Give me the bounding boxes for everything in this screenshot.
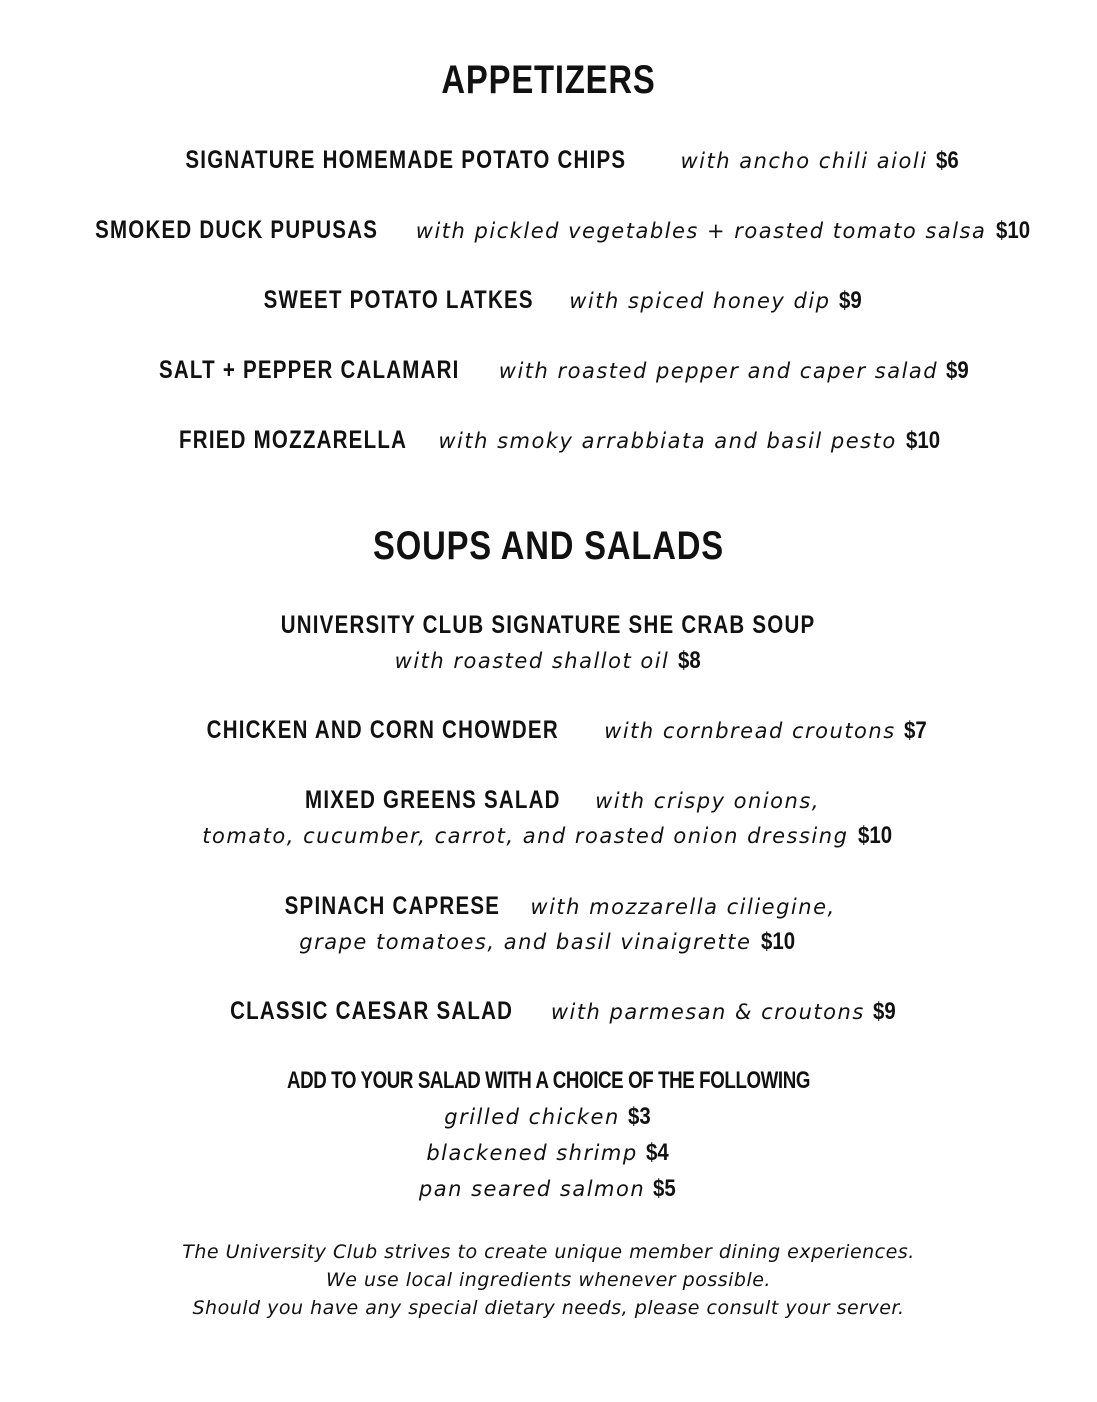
menu-item-desc-line	[0, 925, 1097, 959]
menu-item	[0, 143, 1097, 178]
item-description: with roasted shallot oil	[394, 649, 670, 673]
footer-line-3: Should you have any special dietary needs, please consult your server.	[192, 1297, 905, 1319]
menu-item-desc-line	[0, 819, 1097, 853]
item-price: $10	[995, 217, 1030, 244]
addon-name: grilled chicken	[444, 1105, 620, 1129]
addon-item	[0, 1172, 1097, 1206]
item-description: grape tomatoes, and basil vinaigrette	[299, 930, 752, 954]
menu-item	[0, 213, 1097, 248]
item-description: with spiced honey dip	[569, 289, 831, 313]
item-price: $10	[857, 822, 892, 849]
menu-item-desc-line	[0, 644, 1097, 678]
addons-heading: ADD TO YOUR SALAD WITH A CHOICE OF THE FOLLOWING	[286, 1067, 811, 1094]
item-name: FRIED MOZZARELLA	[179, 426, 408, 454]
item-description: with smoky arrabbiata and basil pesto	[438, 429, 897, 453]
item-name: CLASSIC CAESAR SALAD	[230, 997, 514, 1025]
menu-item	[0, 994, 1097, 1029]
addon-name: pan seared salmon	[418, 1177, 646, 1201]
footer-line-2: We use local ingredients whenever possible.	[326, 1269, 771, 1291]
item-name: CHICKEN AND CORN CHOWDER	[207, 716, 560, 744]
item-name: SPINACH CAPRESE	[284, 892, 501, 920]
item-price: $9	[946, 357, 970, 384]
item-price: $6	[935, 147, 959, 174]
addon-item	[0, 1100, 1097, 1134]
item-description: tomato, cucumber, carrot, and roasted onion dressing	[202, 824, 849, 848]
menu-item	[0, 283, 1097, 318]
addon-price: $4	[645, 1139, 669, 1166]
footer-line-1: The University Club strives to create unique member dining experiences.	[182, 1241, 915, 1263]
item-description: with mozzarella ciliegine,	[530, 895, 836, 919]
item-description: with cornbread croutons	[604, 719, 896, 743]
addon-price: $3	[628, 1103, 651, 1130]
item-price: $10	[760, 928, 795, 955]
item-name: SWEET POTATO LATKES	[263, 286, 534, 314]
item-price: $10	[905, 427, 940, 454]
menu-item-name-line	[0, 783, 1097, 818]
menu-item	[0, 353, 1097, 388]
addon-name: blackened shrimp	[426, 1141, 638, 1165]
item-price: $9	[873, 998, 896, 1025]
menu-item	[0, 713, 1097, 748]
item-price: $9	[838, 287, 862, 314]
appetizers-heading: APPETIZERS	[441, 58, 656, 102]
item-name: SMOKED DUCK PUPUSAS	[95, 216, 379, 244]
item-description: with roasted pepper and caper salad	[498, 359, 939, 383]
addon-price: $5	[653, 1175, 677, 1202]
item-name: SIGNATURE HOMEMADE POTATO CHIPS	[184, 146, 626, 174]
soups-salads-heading: SOUPS AND SALADS	[373, 524, 724, 568]
item-description: with ancho chili aioli	[680, 149, 928, 173]
item-description: with crispy onions,	[595, 789, 820, 813]
menu-item	[0, 423, 1097, 458]
item-description: with pickled vegetables + roasted tomato salsa	[415, 219, 987, 243]
item-price: $7	[903, 717, 927, 744]
item-price: $8	[677, 647, 701, 674]
item-name: UNIVERSITY CLUB SIGNATURE SHE CRAB SOUP	[281, 611, 816, 639]
item-name: SALT + PEPPER CALAMARI	[158, 356, 460, 384]
menu-item-name-line	[0, 608, 1097, 643]
addon-item	[0, 1136, 1097, 1170]
item-name: MIXED GREENS SALAD	[305, 786, 561, 814]
item-description: with parmesan & croutons	[550, 1000, 865, 1024]
menu-item-name-line	[0, 889, 1097, 924]
